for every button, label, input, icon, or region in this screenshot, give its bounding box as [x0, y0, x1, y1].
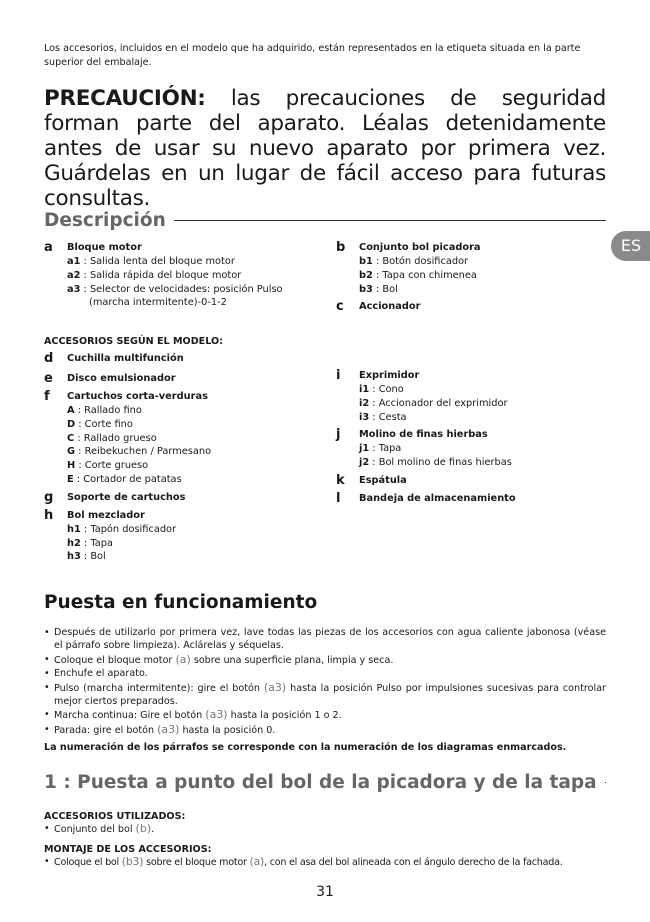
sub-item: h1 : Tapón dosificador — [67, 523, 177, 535]
assembly-heading: MONTAJE DE LOS ACCESORIOS: — [44, 844, 212, 856]
list-item: j Molino de finas hierbas — [336, 427, 488, 443]
sub-item: i3 : Cesta — [359, 411, 407, 423]
list-item: h Bol mezclador — [44, 507, 145, 523]
list-item: k Espátula — [336, 472, 407, 488]
sub-item: i2 : Accionador del exprimidor — [359, 397, 508, 409]
accessories-heading: ACCESORIOS SEGÚN EL MODELO: — [44, 336, 223, 347]
setup-heading: Puesta en funcionamiento — [44, 592, 318, 613]
sub-item: b1 : Botón dosificador — [359, 256, 469, 267]
accessory-list — [44, 352, 334, 564]
bullet-item: • Enchufe el aparato. — [44, 667, 606, 680]
caution-text: las precauciones de seguridad forman parte del aparato. Léalas detenidamente antes de usar su nuevo aparato por primera vez. Guárdelas en un lugar de fácil acceso para futuras consultas. — [44, 86, 606, 211]
sub-item: H : Corte grueso — [67, 460, 149, 472]
item-list — [44, 241, 334, 310]
bullet-item: • Pulso (marcha intermitente): gire el botón (a3) hasta la posición Pulso por impulsiones sucesivas para controlar mejor ciertos preparados. — [44, 681, 606, 709]
sub-item: h3 : Bol — [67, 551, 106, 563]
sub-item: a2 : Salida rápida del bloque motor — [67, 269, 242, 281]
sub-item: C : Rallado grueso — [67, 432, 157, 444]
list-item: c Accionador — [336, 299, 421, 315]
section1-body — [44, 811, 606, 870]
list-item: g Soporte de cartuchos — [44, 489, 186, 505]
bullet-item: • Conjunto del bol (b). — [44, 822, 606, 836]
intro-text: Los accesorios, incluidos en el modelo que ha adquirido, están representados en la etiqueta situada en la parte superior del embalaje. — [44, 43, 581, 68]
bullet-item: • Parada: gire el botón (a3) hasta la posición 0. — [44, 723, 606, 737]
sub-item: b3 : Bol — [359, 283, 398, 295]
page-number: 31 — [316, 884, 334, 900]
caution-label: PRECAUCIÓN: — [44, 86, 206, 111]
list-item: b Conjunto bol picadora — [336, 240, 481, 255]
section1-title: 1 : Puesta a punto del bol de la picadora y de la tapa — [44, 772, 597, 793]
sub-item: i1 : Cono — [359, 384, 404, 395]
item-list — [336, 241, 606, 314]
list-item: a Bloque motor — [44, 240, 142, 255]
section1-heading — [44, 772, 606, 793]
sub-item-continuation: (marcha intermitente)-0-1-2 — [89, 297, 227, 309]
sub-item: j1 : Tapa — [359, 443, 402, 455]
sub-item: G : Reibekuchen / Parmesano — [67, 446, 212, 458]
list-item: e Disco emulsionador — [44, 371, 176, 386]
sub-item: D : Corte fino — [67, 418, 133, 430]
accessories-used-heading: ACCESORIOS UTILIZADOS: — [44, 811, 186, 822]
heading-rule — [174, 220, 606, 221]
list-item: l Bandeja de almacenamiento — [336, 490, 516, 506]
numbering-note: La numeración de los párrafos se corresponde con la numeración de los diagramas enmarcados. — [44, 742, 567, 754]
sub-item: a1 : Salida lenta del bloque motor — [67, 256, 235, 267]
sub-item: A : Rallado fino — [67, 405, 142, 416]
list-item: f Cartuchos corta-verduras — [44, 389, 208, 404]
language-tab: ES — [611, 231, 650, 261]
bullet-item: • Coloque el bloque motor (a) sobre una superficie plana, limpia y seca. — [44, 653, 606, 667]
heading-rule — [605, 782, 606, 783]
sub-item: a3 : Selector de velocidades: posición Pulso — [67, 283, 283, 295]
list-item: d Cuchilla multifunción — [44, 351, 184, 366]
sub-item: h2 : Tapa — [67, 537, 113, 549]
description-title: Descripción — [44, 210, 166, 231]
sub-item: E : Cortador de patatas — [67, 473, 182, 485]
description-heading — [44, 210, 606, 231]
bullet-item: • Coloque el bol (b3) sobre el bloque motor (a), con el asa del bol alineada con el ángulo derecho de la fachada. — [44, 855, 606, 869]
accessory-list — [336, 369, 606, 506]
list-item: i Exprimidor — [336, 368, 420, 383]
bullet-item: • Después de utilizarlo por primera vez, lave todas las piezas de los accesorios con agua caliente jabonosa (véase el párrafo sobre limpieza). Aclárelas y séquelas. — [44, 626, 606, 653]
sub-item: b2 : Tapa con chimenea — [359, 269, 477, 281]
setup-bullets — [44, 626, 606, 755]
bullet-item: • Marcha continua: Gire el botón (a3) hasta la posición 1 o 2. — [44, 708, 606, 722]
caution-paragraph — [44, 86, 606, 211]
sub-item: j2 : Bol molino de finas hierbas — [359, 457, 512, 469]
